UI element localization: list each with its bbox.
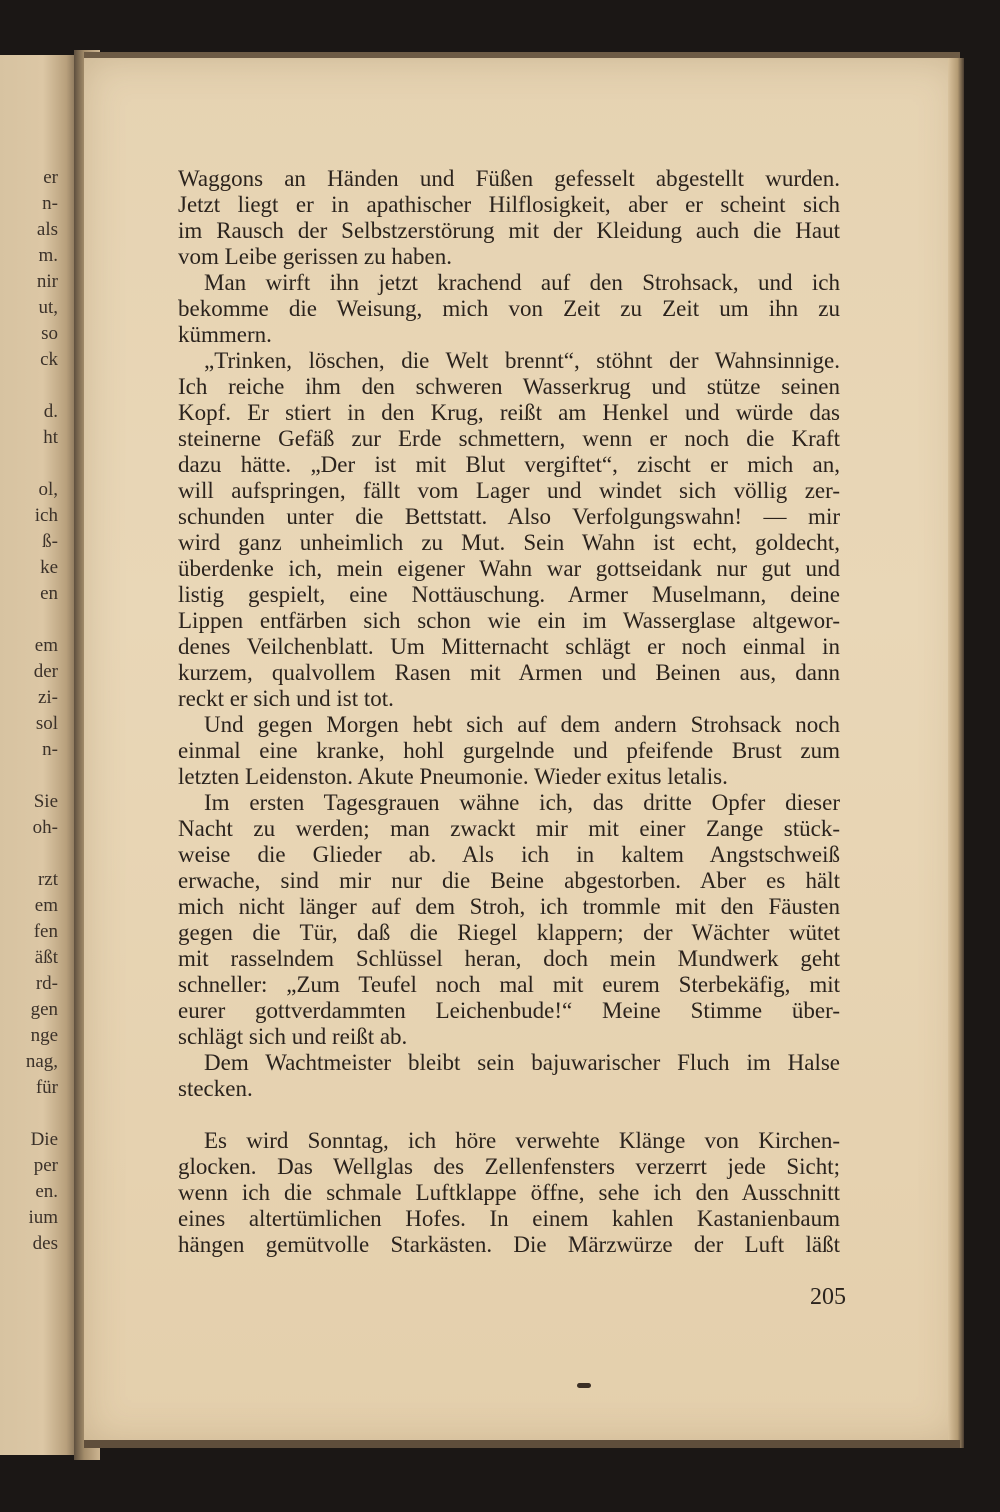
left-page-fragment: oh- [32,817,58,838]
text-line: Waggons an Händen und Füßen gefesselt abgestellt wurden. [178,166,840,191]
left-page-fragment [0,841,58,867]
left-page-fragment: per [33,1155,58,1176]
left-page-fragment: en [40,583,58,604]
left-page [0,55,78,1455]
text-line: Und gegen Morgen hebt sich auf dem andern Strohsack noch [204,712,840,737]
left-page-fragment: nir [36,271,58,292]
text-line: Nacht zu werden; man zwackt mir mit einer Zange stück- [178,816,840,841]
text-line: wenn ich die schmale Luftklappe öffne, sehe ich den Ausschnitt [178,1180,840,1205]
text-line: mit rasselndem Schlüssel heran, doch mein Mundwerk geht [178,946,840,971]
left-page-fragment: m. [38,245,58,266]
page-number: 205 [810,1284,846,1310]
text-line: hängen gemütvolle Starkästen. Die Märzwürze der Luft läßt [178,1232,840,1257]
left-page-fragment: em [34,635,58,656]
left-page-fragment: d. [43,401,58,422]
left-page-fragment: n- [42,739,58,760]
text-line: bekomme die Weisung, mich von Zeit zu Zeit um ihn zu [178,296,840,321]
left-page-fragment: fen [33,921,58,942]
text-line: kümmern. [178,322,272,347]
text-line: erwache, sind mir nur die Beine abgestorben. Aber es hält [178,868,840,893]
text-line: letzten Leidenston. Akute Pneumonie. Wieder exitus letalis. [178,764,728,789]
text-line: Man wirft ihn jetzt krachend auf den Strohsack, und ich [204,270,840,295]
left-page-fragment: nge [30,1025,58,1046]
left-page-fragment: gen [30,999,58,1020]
section-break [178,1102,840,1128]
left-page-fragment [0,1101,58,1127]
text-line: dazu hätte. „Der ist mit Blut vergiftet“, zischt er mich an, [178,452,840,477]
text-line: Lippen entfärben sich schon wie ein im Wasserglase altgewor- [178,608,840,633]
left-page-fragment: nag, [25,1051,58,1072]
left-page-fragment: en. [35,1181,58,1202]
text-line: schlägt sich und reißt ab. [178,1024,408,1049]
text-line: schneller: „Zum Teufel noch mal mit eurem Sterbekäfig, mit [178,972,840,997]
left-page-fragment: sol [35,713,58,734]
left-page-fragment: rzt [37,869,58,890]
left-page-fragment [0,451,58,477]
left-page-fragment: ht [43,427,58,448]
left-page-fragment: n- [42,193,58,214]
text-line: kurzem, qualvollem Rasen mit Armen und Beinen aus, dann [178,660,840,685]
text-line: Dem Wachtmeister bleibt sein bajuwarischer Fluch im Halse [204,1050,840,1075]
left-page-fragment: der [33,661,58,682]
left-page-fragment: er [43,167,58,188]
text-line: eurer gottverdammten Leichenbude!“ Meine Stimme über- [178,998,840,1023]
text-line: im Rausch der Selbstzerstörung mit der Kleidung auch die Haut [178,218,840,243]
left-page-fragment: Die [30,1129,58,1150]
left-page-fragment: rd- [35,973,58,994]
text-line: listig gespielt, eine Nottäuschung. Armer Muselmann, deine [178,582,840,607]
left-page-fragment [0,607,58,633]
page-bottom-edge [84,1440,960,1448]
left-page-fragment: äßt [34,947,58,968]
left-page-fragment: ich [34,505,58,526]
text-line: reckt er sich und ist tot. [178,686,394,711]
left-page-fragment: ß- [42,531,58,552]
page-right-edge [948,58,964,1448]
text-line: mich nicht länger auf dem Stroh, ich trommle mit den Fäusten [178,894,840,919]
text-line: Kopf. Er stiert in den Krug, reißt am Henkel und würde das [178,400,840,425]
left-page-fragment: als [36,219,58,240]
text-line: stecken. [178,1076,253,1101]
text-line: Es wird Sonntag, ich höre verwehte Klänge von Kirchen- [204,1128,840,1153]
text-line: steinerne Gefäß zur Erde schmettern, wenn er noch die Kraft [178,426,840,451]
text-line: Ich reiche ihm den schweren Wasserkrug und stütze seinen [178,374,840,399]
text-line: „Trinken, löschen, die Welt brennt“, stöhnt der Wahnsinnige. [204,348,840,373]
left-page-fragment: für [35,1077,58,1098]
text-line: schunden unter die Bettstatt. Also Verfolgungswahn! — mir [178,504,840,529]
text-line: will aufspringen, fällt vom Lager und windet sich völlig zer- [178,478,840,503]
left-page-fragment: ut, [38,297,58,318]
left-page-fragment: ol, [38,479,58,500]
text-line: einmal eine kranke, hohl gurgelnde und pfeifende Brust zum [178,738,840,763]
text-line: Im ersten Tagesgrauen wähne ich, das dritte Opfer dieser [204,790,840,815]
ink-speck [577,1383,591,1388]
left-page-fragment: des [32,1233,58,1254]
left-page-fragment: ium [28,1207,58,1228]
left-page-fragment [0,763,58,789]
left-page-text-fragments [0,165,58,1257]
text-line: vom Leibe gerissen zu haben. [178,244,452,269]
text-line: Jetzt liegt er in apathischer Hilflosigkeit, aber er scheint sich [178,192,840,217]
left-page-fragment: ke [40,557,58,578]
text-line: glocken. Das Wellglas des Zellenfensters verzerrt jede Sicht; [178,1154,840,1179]
text-line: eines altertümlichen Hofes. In einem kahlen Kastanienbaum [178,1206,840,1231]
text-line: überdenke ich, mein eigener Wahn war gottseidank nur gut und [178,556,840,581]
left-page-fragment: so [41,323,58,344]
left-page-fragment: em [34,895,58,916]
text-line: gegen die Tür, daß die Riegel klappern; der Wächter wütet [178,920,840,945]
text-line: weise die Glieder ab. Als ich in kaltem Angstschweiß [178,842,840,867]
left-page-fragment: zi- [37,687,58,708]
left-page-fragment: Sie [33,791,58,812]
left-page-fragment: ck [40,349,58,370]
text-line: denes Veilchenblatt. Um Mitternacht schlägt er noch einmal in [178,634,840,659]
page-body-text [178,166,840,1258]
left-page-fragment [0,373,58,399]
text-line: wird ganz unheimlich zu Mut. Sein Wahn ist echt, goldecht, [178,530,840,555]
